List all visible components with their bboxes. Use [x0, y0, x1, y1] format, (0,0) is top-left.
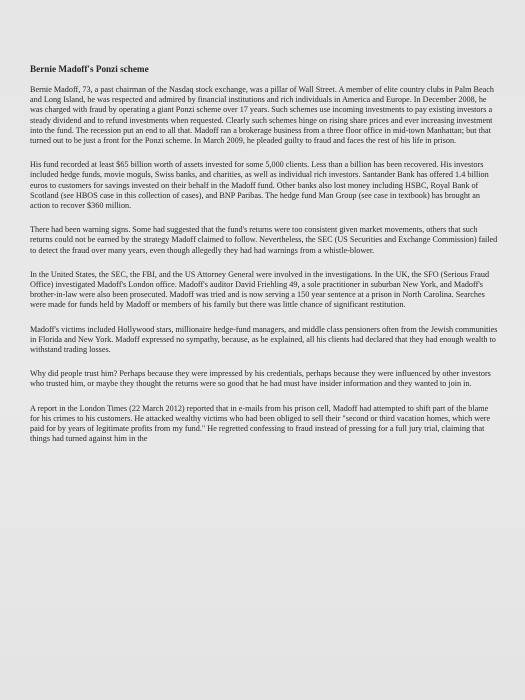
paragraph-1: Bernie Madoff, 73, a past chairman of the Nasdaq stock exchange, was a pillar of Wall Street. A member of elite country clubs in Palm Beach and Long Island, he was respected and admired by financial institutions and rich individuals in America and Europe. In December 2008, he was charged with fraud by operating a giant Ponzi scheme over 17 years. Such schemes use incoming investments to pay existing investors a steady dividend and to refund investments when requested. Clearly such schemes hinge on rising share prices and ever increasing investment into the fund. The recession put an end to all that. Madoff ran a brokerage business from a three floor office in mid-town Manhattan; but that turned out to be just a front for the Ponzi scheme. In March 2009, he pleaded guilty to fraud and faces the rest of his life in prison. [30, 85, 494, 146]
paragraph-4: In the United States, the SEC, the FBI, and the US Attorney General were involved in the investigations. In the UK, the SFO (Serious Fraud Office) investigated Madoff's London office. Madoff's auditor David Friehling 49, a sole practitioner in suburban New York, and Madoff's brother-in-law were also been prosecuted. Madoff was tried and is now serving a 150 year sentence at a prison in North Carolina. Searches were made for funds held by Madoff or members of his family but there was little chance of significant restitution. [30, 269, 490, 310]
paragraph-6: Why did people trust him? Perhaps because they were impressed by his credentials, perhaps because they were influenced by other investors who trusted him, or maybe they thought the returns were so good that he had must have insider information and they wanted to join in. [30, 369, 491, 389]
paragraph-5: Madoff's victims included Hollywood stars, millionaire hedge-fund managers, and middle class pensioners often from the Jewish communities in Florida and New York. Madoff expressed no sympathy, because, as he explained, all his clients had declared that they had enough wealth to withstand trading losses. [30, 324, 498, 355]
paragraph-7: A report in the London Times (22 March 2012) reported that in e-mails from his prison cell, Madoff had attempted to shift part of the blame for his crimes to his customers. He attacked wealthy victims who had been obliged to sell their "second or third vacation homes, which were paid for by years of legitimate profits from my fund." He regretted confessing to fraud instead of pressing for a full jury trial, claiming that things had turned against him in the [30, 403, 491, 444]
paragraph-2: His fund recorded at least $65 billion worth of assets invested for some 5,000 clients. Less than a billion has been recovered. His investors included hedge funds, movie moguls, Swiss banks, and charities, as well as individual rich investors. Santander Bank has offered 1.4 billion euros to customers for savings invested on their behalf in the Madoff fund. Other banks also lost money including HSBC, Royal Bank of Scotland (see HBOS case in this collection of cases), and BNP Paribas. The hedge fund Man Group (see case in textbook) has brought an action to recover $360 million. [30, 160, 489, 211]
paragraph-3: There had been warning signs. Some had suggested that the fund's returns were too consistent given market movements, others that such returns could not be earned by the strategy Madoff claimed to follow. Nevertheless, the SEC (US Securities and Exchange Commission) failed to detect the fraud over many years, even though allegedly they had had warnings from a whistle-blower. [30, 225, 498, 255]
document-title: Bernie Madoff's Ponzi scheme [30, 64, 149, 74]
